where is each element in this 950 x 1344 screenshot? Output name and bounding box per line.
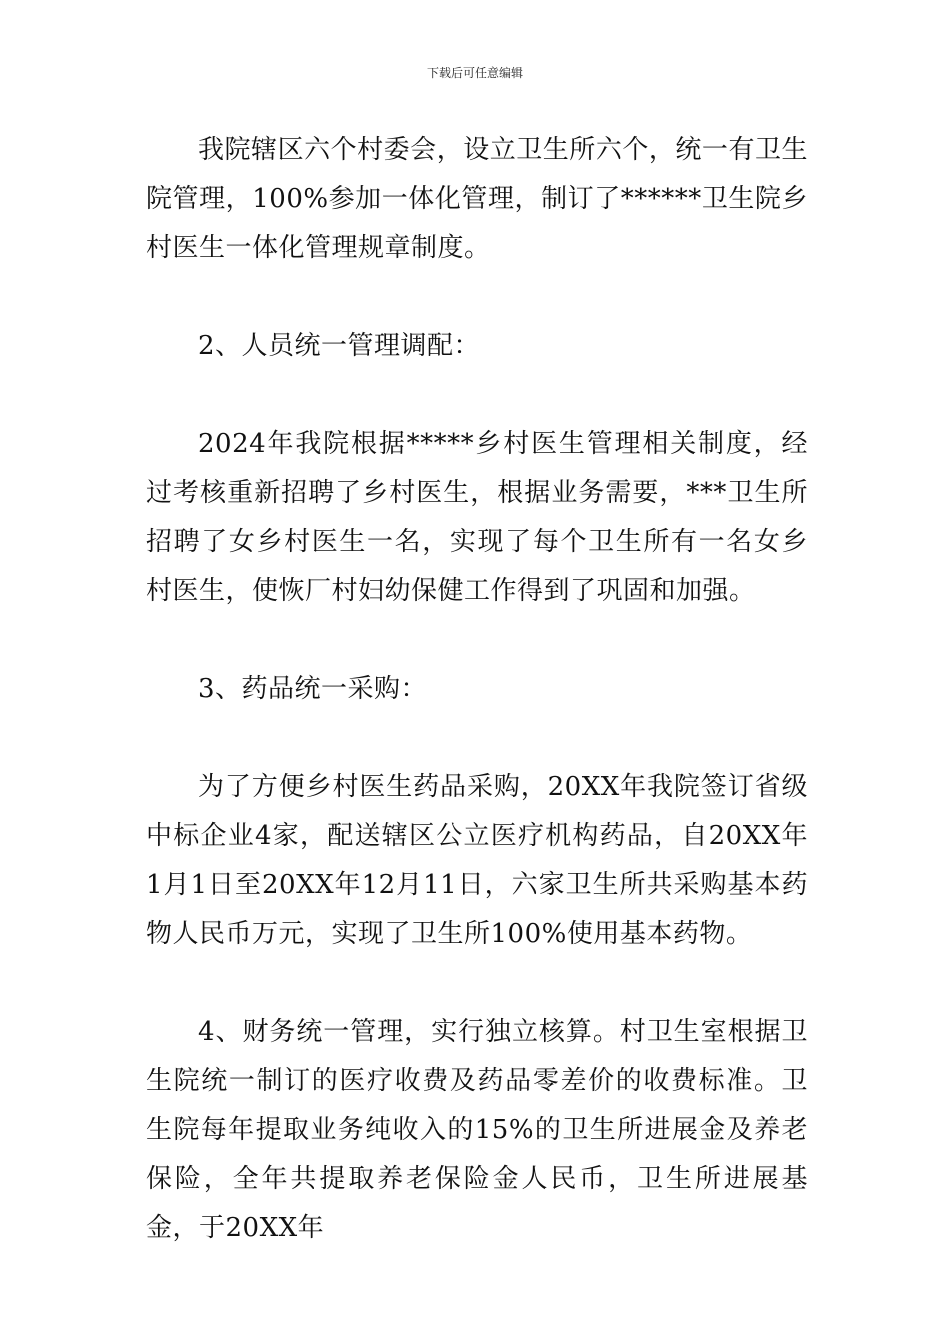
paragraph-spacer xyxy=(146,371,808,420)
paragraph-village-clinics: 我院辖区六个村委会，设立卫生所六个，统一有卫生院管理，100%参加一体化管理，制订了******卫生院乡村医生一体化管理规章制度。 xyxy=(146,135,808,263)
document-body xyxy=(146,126,808,1253)
heading-drug-procurement: 3、药品统一采购： xyxy=(198,674,428,704)
heading-personnel-management: 2、人员统一管理调配： xyxy=(198,331,481,361)
paragraph-spacer xyxy=(146,714,808,763)
paragraph-doctor-recruitment: 2024年我院根据*****乡村医生管理相关制度，经过考核重新招聘了乡村医生，根据业务需要，***卫生所招聘了女乡村医生一名，实现了每个卫生所有一名女乡村医生，使恢厂村妇幼保健工作得到了巩固和加强。 xyxy=(146,429,808,606)
paragraph-finance-management: 4、财务统一管理，实行独立核算。村卫生室根据卫生院统一制订的医疗收费及药品零差价的收费标准。卫生院每年提取业务纯收入的15%的卫生所进展金及养老保险，全年共提取养老保险金人民币，卫生所进展基金，于20XX年 xyxy=(146,1017,808,1243)
paragraph-spacer xyxy=(146,273,808,322)
paragraph-spacer xyxy=(146,959,808,1008)
paragraph-spacer xyxy=(146,616,808,665)
page-header-note: 下载后可任意编辑 xyxy=(426,66,523,80)
paragraph-drug-procurement: 为了方便乡村医生药品采购，20XX年我院签订省级中标企业4家，配送辖区公立医疗机构药品，自20XX年1月1日至20XX年12月11日，六家卫生所共采购基本药物人民币万元，实现了卫生所100%使用基本药物。 xyxy=(146,772,808,949)
